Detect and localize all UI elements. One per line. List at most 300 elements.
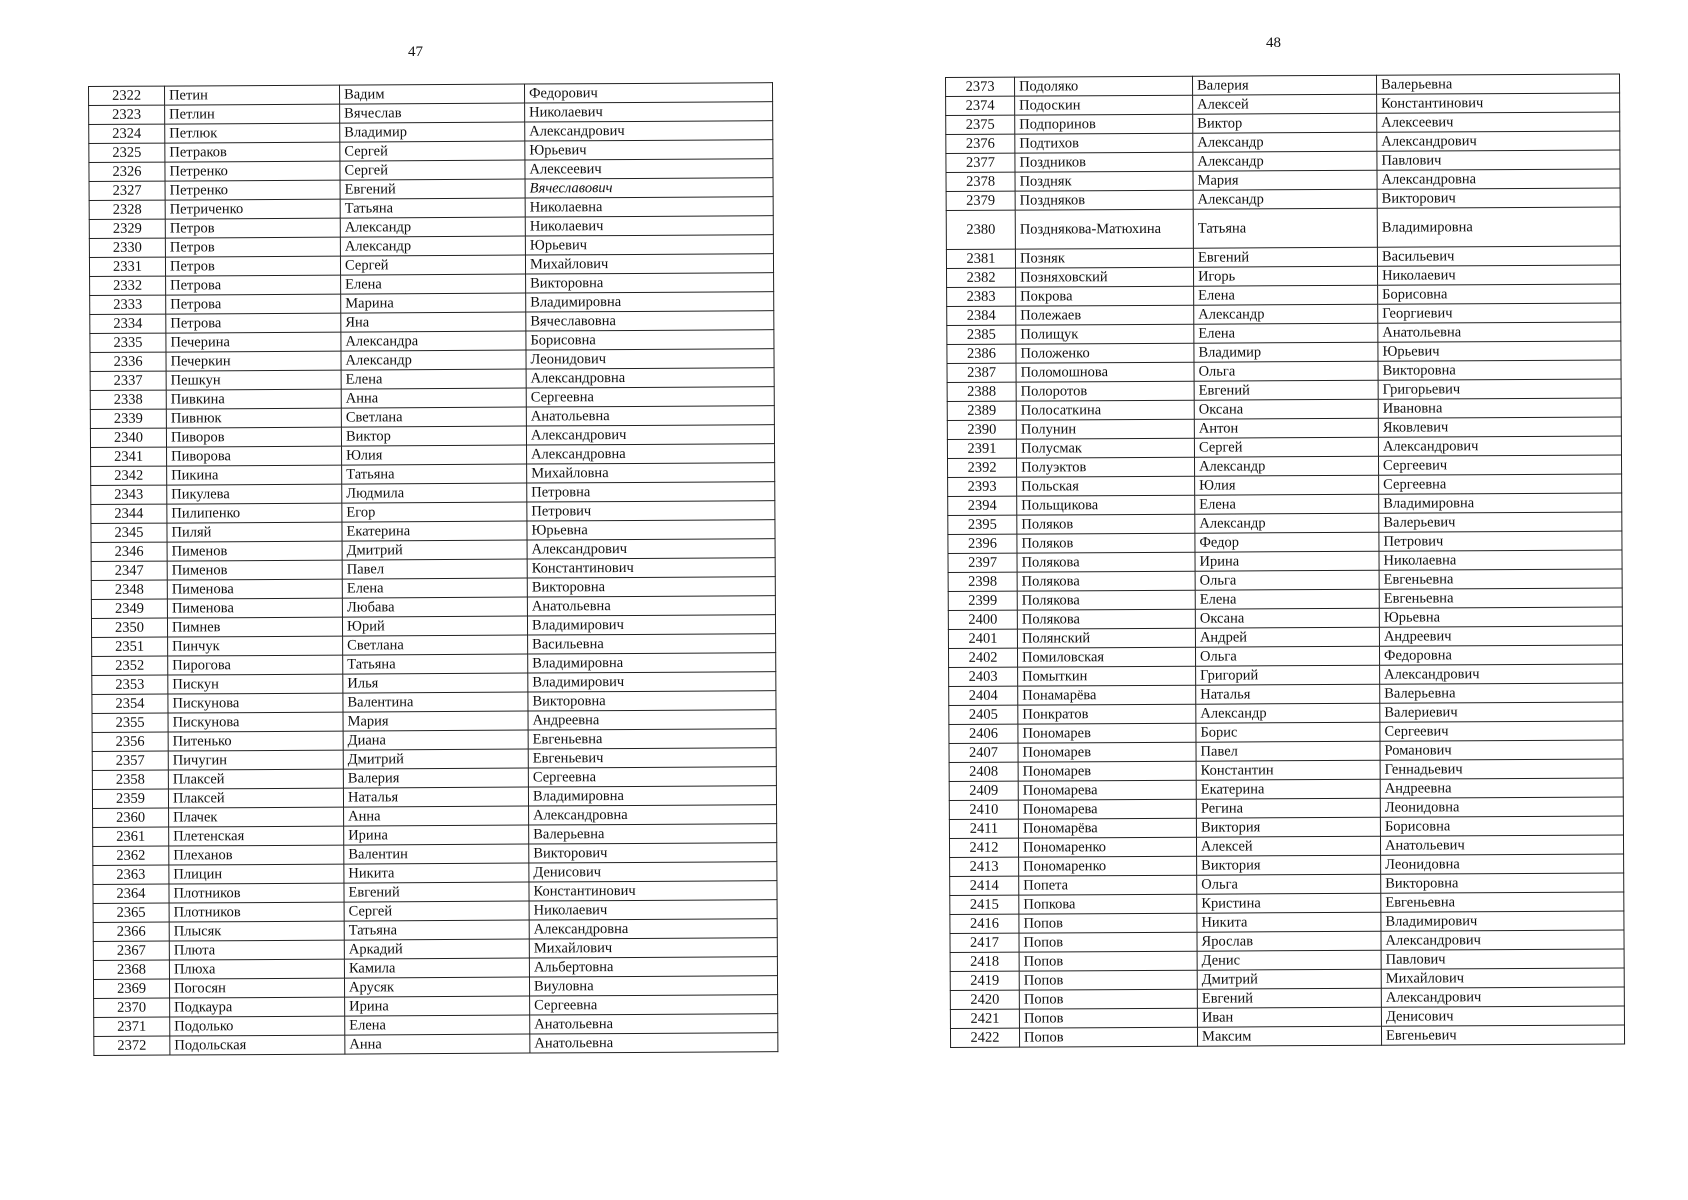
row-number: 2322 (89, 86, 165, 105)
row-number: 2333 (90, 295, 166, 314)
surname-cell: Позняк (1015, 248, 1193, 268)
row-number: 2347 (91, 561, 167, 580)
surname-cell: Петренко (165, 180, 340, 200)
row-number: 2385 (947, 325, 1016, 344)
given-name-cell: Светлана (341, 407, 526, 427)
row-number: 2348 (91, 580, 167, 599)
given-name-cell: Валентина (343, 692, 528, 712)
surname-cell: Пономарев (1018, 723, 1196, 743)
row-number: 2356 (92, 732, 168, 751)
patronymic-cell: Николаевич (529, 900, 777, 920)
surname-cell: Пикулева (167, 484, 342, 504)
patronymic-cell: Юрьевич (525, 235, 773, 255)
surname-cell: Подоляко (1015, 76, 1193, 96)
surname-cell: Полежаев (1016, 305, 1194, 325)
surname-cell: Пискунова (168, 693, 343, 713)
surname-cell: Полунин (1016, 419, 1194, 439)
row-number: 2341 (91, 447, 167, 466)
patronymic-cell: Васильевна (528, 634, 776, 654)
given-name-cell: Александр (1193, 189, 1377, 209)
surname-cell: Плеханов (169, 845, 344, 865)
given-name-cell: Кристина (1197, 893, 1381, 913)
patronymic-cell: Сергеевич (1378, 455, 1621, 475)
row-number: 2392 (947, 458, 1016, 477)
row-number: 2422 (950, 1028, 1019, 1047)
patronymic-cell: Васильевич (1377, 246, 1620, 266)
patronymic-cell: Альбертовна (529, 957, 777, 977)
given-name-cell: Александр (340, 217, 525, 237)
given-name-cell: Любава (342, 597, 527, 617)
surname-cell: Погосян (169, 978, 344, 998)
row-number: 2335 (90, 333, 166, 352)
patronymic-cell: Сергеевна (530, 995, 778, 1015)
surname-cell: Понамарёва (1018, 685, 1196, 705)
surname-cell: Пименов (167, 541, 342, 561)
row-number: 2390 (947, 420, 1016, 439)
given-name-cell: Марина (341, 293, 526, 313)
given-name-cell: Ярослав (1197, 931, 1381, 951)
row-number: 2398 (948, 572, 1017, 591)
row-number: 2397 (948, 553, 1017, 572)
surname-cell: Плетенская (169, 826, 344, 846)
surname-cell: Пономаренко (1019, 856, 1197, 876)
surname-cell: Попкова (1019, 894, 1197, 914)
row-number: 2408 (949, 762, 1018, 781)
patronymic-cell: Владимирович (527, 615, 775, 635)
patronymic-cell: Викторович (1377, 188, 1620, 208)
patronymic-cell: Викторовна (528, 691, 776, 711)
row-number: 2378 (946, 172, 1015, 191)
surname-cell: Петров (165, 237, 340, 257)
row-number: 2402 (948, 648, 1017, 667)
given-name-cell: Татьяна (340, 198, 525, 218)
row-number: 2374 (946, 96, 1015, 115)
patronymic-cell: Анатольевна (527, 596, 775, 616)
patronymic-cell: Анатольевна (530, 1033, 778, 1053)
patronymic-cell: Денисович (1381, 1006, 1624, 1026)
row-number: 2365 (93, 903, 169, 922)
given-name-cell: Мария (1193, 170, 1377, 190)
surname-cell: Пикина (167, 465, 342, 485)
patronymic-cell: Алексеевич (1377, 112, 1620, 132)
surname-cell: Петлин (165, 104, 340, 124)
patronymic-cell: Валерьевна (1380, 683, 1623, 703)
given-name-cell: Алексей (1193, 94, 1377, 114)
surname-cell: Пономарев (1018, 761, 1196, 781)
given-name-cell: Елена (1195, 589, 1379, 609)
surname-cell: Попов (1019, 970, 1197, 990)
row-number: 2410 (949, 800, 1018, 819)
given-name-cell: Камила (344, 958, 529, 978)
surname-cell: Плюха (169, 959, 344, 979)
patronymic-cell: Евгеньевич (1381, 1025, 1624, 1045)
given-name-cell: Виктор (341, 426, 526, 446)
patronymic-cell: Валерьевич (1379, 512, 1622, 532)
patronymic-cell: Александровна (526, 368, 774, 388)
given-name-cell: Антон (1194, 418, 1378, 438)
patronymic-cell: Леонидовна (1381, 854, 1624, 874)
given-name-cell: Елена (345, 1015, 530, 1035)
patronymic-cell: Юрьевич (525, 140, 773, 160)
given-name-cell: Павел (1196, 741, 1380, 761)
surname-cell: Поляков (1017, 514, 1195, 534)
surname-cell: Пискун (168, 674, 343, 694)
patronymic-cell: Константинович (1377, 93, 1620, 113)
surname-cell: Петренко (165, 161, 340, 181)
given-name-cell: Яна (341, 312, 526, 332)
given-name-cell: Владимир (1194, 342, 1378, 362)
patronymic-cell: Евгеньевна (528, 729, 776, 749)
table-row (950, 1025, 1624, 1048)
row-number: 2357 (92, 751, 168, 770)
surname-cell: Подкаура (170, 997, 345, 1017)
patronymic-cell: Валерьевна (529, 824, 777, 844)
given-name-cell: Александр (1196, 703, 1380, 723)
surname-cell: Плачек (169, 807, 344, 827)
patronymic-cell: Владимировна (1377, 207, 1620, 247)
surname-cell: Полищук (1016, 324, 1194, 344)
given-name-cell: Ирина (344, 825, 529, 845)
row-number: 2419 (950, 971, 1019, 990)
row-number: 2367 (93, 941, 169, 960)
surname-cell: Поздняков (1015, 190, 1193, 210)
surname-cell: Петрова (166, 313, 341, 333)
surname-cell: Пименова (167, 598, 342, 618)
given-name-cell: Ольга (1195, 646, 1379, 666)
patronymic-cell: Владимировна (528, 786, 776, 806)
surname-cell: Плысяк (169, 921, 344, 941)
surname-cell: Полянский (1017, 628, 1195, 648)
patronymic-cell: Петрович (527, 501, 775, 521)
row-number: 2414 (950, 876, 1019, 895)
patronymic-cell: Борисовна (526, 330, 774, 350)
given-name-cell: Валерия (343, 768, 528, 788)
row-number: 2337 (90, 371, 166, 390)
row-number: 2331 (89, 257, 165, 276)
row-number: 2388 (947, 382, 1016, 401)
row-number: 2400 (948, 610, 1017, 629)
given-name-cell: Виктория (1196, 817, 1380, 837)
row-number: 2409 (949, 781, 1018, 800)
patronymic-cell: Александрович (1381, 930, 1624, 950)
row-number: 2366 (93, 922, 169, 941)
row-number: 2372 (94, 1036, 170, 1055)
surname-cell: Пономарев (1018, 742, 1196, 762)
row-number: 2396 (948, 534, 1017, 553)
row-number: 2418 (950, 952, 1019, 971)
given-name-cell: Наталья (343, 787, 528, 807)
patronymic-cell: Андреевна (528, 710, 776, 730)
roster-table-right (945, 73, 1625, 1048)
surname-cell: Полоротов (1016, 381, 1194, 401)
row-number: 2360 (93, 808, 169, 827)
given-name-cell: Елена (341, 274, 526, 294)
row-number: 2325 (89, 143, 165, 162)
patronymic-cell: Андреевна (1380, 778, 1623, 798)
given-name-cell: Игорь (1193, 266, 1377, 286)
surname-cell: Подоскин (1015, 95, 1193, 115)
given-name-cell: Виктория (1197, 855, 1381, 875)
row-number: 2395 (948, 515, 1017, 534)
surname-cell: Пиворова (167, 446, 342, 466)
surname-cell: Попов (1019, 951, 1197, 971)
given-name-cell: Илья (343, 673, 528, 693)
given-name-cell: Евгений (1197, 988, 1381, 1008)
given-name-cell: Егор (342, 502, 527, 522)
given-name-cell: Вячеслав (340, 103, 525, 123)
patronymic-cell: Павлович (1377, 150, 1620, 170)
row-number: 2342 (91, 466, 167, 485)
given-name-cell: Дмитрий (343, 749, 528, 769)
surname-cell: Полуэктов (1016, 457, 1194, 477)
surname-cell: Положенко (1016, 343, 1194, 363)
surname-cell: Пивкина (166, 389, 341, 409)
given-name-cell: Анна (344, 806, 529, 826)
patronymic-cell: Георгиевич (1378, 303, 1621, 323)
given-name-cell: Юрий (342, 616, 527, 636)
row-number: 2376 (946, 134, 1015, 153)
row-number: 2412 (949, 838, 1018, 857)
row-number: 2370 (94, 998, 170, 1017)
patronymic-cell: Ивановна (1378, 398, 1621, 418)
row-number: 2394 (948, 496, 1017, 515)
surname-cell: Подольская (170, 1035, 345, 1055)
surname-cell: Помиловская (1017, 647, 1195, 667)
surname-cell: Питенько (168, 731, 343, 751)
patronymic-cell: Федоровна (1379, 645, 1622, 665)
row-number: 2358 (92, 770, 168, 789)
given-name-cell: Татьяна (342, 464, 527, 484)
given-name-cell: Ольга (1195, 570, 1379, 590)
row-number: 2393 (948, 477, 1017, 496)
given-name-cell: Елена (1195, 494, 1379, 514)
row-number: 2391 (947, 439, 1016, 458)
given-name-cell: Валерия (1192, 75, 1376, 95)
row-number: 2353 (92, 675, 168, 694)
table-row (94, 1033, 778, 1056)
given-name-cell: Татьяна (344, 920, 529, 940)
row-number: 2411 (949, 819, 1018, 838)
given-name-cell: Юлия (342, 445, 527, 465)
given-name-cell: Оксана (1195, 608, 1379, 628)
row-number: 2405 (949, 705, 1018, 724)
given-name-cell: Евгений (344, 882, 529, 902)
surname-cell: Полякова (1017, 609, 1195, 629)
surname-cell: Петин (165, 85, 340, 105)
surname-cell: Пимнев (167, 617, 342, 637)
given-name-cell: Наталья (1196, 684, 1380, 704)
patronymic-cell: Алексеевич (525, 159, 773, 179)
patronymic-cell: Александрович (1378, 436, 1621, 456)
given-name-cell: Регина (1196, 798, 1380, 818)
patronymic-cell: Николаевна (525, 197, 773, 217)
surname-cell: Плотников (169, 883, 344, 903)
patronymic-cell: Александрович (525, 121, 773, 141)
surname-cell: Попов (1019, 1008, 1197, 1028)
patronymic-cell: Владимирович (528, 672, 776, 692)
surname-cell: Попов (1019, 1027, 1197, 1047)
given-name-cell: Светлана (343, 635, 528, 655)
surname-cell: Пиворов (166, 427, 341, 447)
patronymic-cell: Николаевна (1379, 550, 1622, 570)
patronymic-cell: Александровна (527, 444, 775, 464)
row-number: 2401 (948, 629, 1017, 648)
surname-cell: Попов (1019, 913, 1197, 933)
given-name-cell: Елена (342, 578, 527, 598)
surname-cell: Плаксей (168, 788, 343, 808)
given-name-cell: Григорий (1196, 665, 1380, 685)
row-number: 2386 (947, 344, 1016, 363)
roster-table-left (88, 82, 778, 1056)
given-name-cell: Вадим (339, 84, 524, 104)
row-number: 2407 (949, 743, 1018, 762)
given-name-cell: Александр (1194, 456, 1378, 476)
row-number: 2349 (91, 599, 167, 618)
given-name-cell: Ирина (345, 996, 530, 1016)
given-name-cell: Оксана (1194, 399, 1378, 419)
row-number: 2421 (950, 1009, 1019, 1028)
row-number: 2334 (90, 314, 166, 333)
patronymic-cell: Евгеньевна (1381, 892, 1624, 912)
given-name-cell: Александр (1193, 151, 1377, 171)
patronymic-cell: Валерьевна (1376, 74, 1619, 94)
surname-cell: Попов (1019, 989, 1197, 1009)
surname-cell: Петриченко (165, 199, 340, 219)
row-number: 2339 (90, 409, 166, 428)
row-number: 2345 (91, 523, 167, 542)
surname-cell: Полусмак (1016, 438, 1194, 458)
patronymic-cell: Борисовна (1378, 284, 1621, 304)
row-number: 2336 (90, 352, 166, 371)
patronymic-cell: Федорович (524, 83, 772, 103)
patronymic-cell: Александрович (1377, 131, 1620, 151)
row-number: 2330 (89, 238, 165, 257)
table-row (946, 207, 1620, 250)
surname-cell: Поздников (1015, 152, 1193, 172)
given-name-cell: Екатерина (1196, 779, 1380, 799)
given-name-cell: Иван (1197, 1007, 1381, 1027)
row-number: 2363 (93, 865, 169, 884)
given-name-cell: Алексей (1196, 836, 1380, 856)
surname-cell: Позняховский (1016, 267, 1194, 287)
row-number: 2346 (91, 542, 167, 561)
row-number: 2326 (89, 162, 165, 181)
given-name-cell: Мария (343, 711, 528, 731)
row-number: 2327 (89, 181, 165, 200)
row-number: 2362 (93, 846, 169, 865)
given-name-cell: Аркадий (344, 939, 529, 959)
given-name-cell: Александр (340, 236, 525, 256)
surname-cell: Пивнюк (166, 408, 341, 428)
given-name-cell: Владимир (340, 122, 525, 142)
given-name-cell: Александр (1195, 513, 1379, 533)
row-number: 2369 (93, 979, 169, 998)
row-number: 2368 (93, 960, 169, 979)
row-number: 2416 (950, 914, 1019, 933)
row-number: 2355 (92, 713, 168, 732)
surname-cell: Пименова (167, 579, 342, 599)
patronymic-cell: Викторовна (527, 577, 775, 597)
row-number: 2364 (93, 884, 169, 903)
row-number: 2384 (947, 306, 1016, 325)
patronymic-cell: Евгеньевна (1379, 588, 1622, 608)
surname-cell: Пономаренко (1018, 837, 1196, 857)
patronymic-cell: Денисович (529, 862, 777, 882)
row-number: 2387 (947, 363, 1016, 382)
surname-cell: Печерина (166, 332, 341, 352)
surname-cell: Петров (165, 218, 340, 238)
patronymic-cell: Михайлович (529, 938, 777, 958)
patronymic-cell: Константинович (529, 881, 777, 901)
given-name-cell: Евгений (1193, 247, 1377, 267)
row-number: 2323 (89, 105, 165, 124)
row-number: 2375 (946, 115, 1015, 134)
given-name-cell: Сергей (344, 901, 529, 921)
row-number: 2403 (949, 667, 1018, 686)
patronymic-cell: Евгеньевич (528, 748, 776, 768)
given-name-cell: Александра (341, 331, 526, 351)
given-name-cell: Елена (341, 369, 526, 389)
given-name-cell: Никита (1197, 912, 1381, 932)
row-number: 2417 (950, 933, 1019, 952)
given-name-cell: Сергей (340, 141, 525, 161)
surname-cell: Петлюк (165, 123, 340, 143)
row-number: 2406 (949, 724, 1018, 743)
surname-cell: Пономарева (1018, 780, 1196, 800)
patronymic-cell: Александрович (1381, 987, 1624, 1007)
given-name-cell: Татьяна (343, 654, 528, 674)
given-name-cell: Татьяна (1193, 208, 1377, 248)
patronymic-cell: Евгеньевна (1379, 569, 1622, 589)
patronymic-cell: Андреевич (1379, 626, 1622, 646)
patronymic-cell: Викторович (529, 843, 777, 863)
surname-cell: Подпоринов (1015, 114, 1193, 134)
given-name-cell: Диана (343, 730, 528, 750)
patronymic-cell: Юрьевна (1379, 607, 1622, 627)
row-number: 2381 (946, 249, 1015, 268)
surname-cell: Пичугин (168, 750, 343, 770)
patronymic-cell: Анатольевич (1380, 835, 1623, 855)
row-number: 2354 (92, 694, 168, 713)
patronymic-cell: Леонидовна (1380, 797, 1623, 817)
given-name-cell: Виктор (1193, 113, 1377, 133)
given-name-cell: Борис (1196, 722, 1380, 742)
patronymic-cell: Константинович (527, 558, 775, 578)
patronymic-cell: Викторовна (526, 273, 774, 293)
given-name-cell: Александр (1193, 132, 1377, 152)
patronymic-cell: Николаевич (525, 102, 773, 122)
given-name-cell: Сергей (340, 160, 525, 180)
surname-cell: Плотников (169, 902, 344, 922)
surname-cell: Пономарева (1018, 799, 1196, 819)
surname-cell: Петров (165, 256, 340, 276)
given-name-cell: Александр (1194, 304, 1378, 324)
row-number: 2350 (91, 618, 167, 637)
patronymic-cell: Александровна (529, 805, 777, 825)
surname-cell: Подолько (170, 1016, 345, 1036)
patronymic-cell: Виуловна (529, 976, 777, 996)
row-number: 2383 (947, 287, 1016, 306)
patronymic-cell: Григорьевич (1378, 379, 1621, 399)
patronymic-cell: Викторовна (1378, 360, 1621, 380)
patronymic-cell: Романович (1380, 740, 1623, 760)
patronymic-cell: Александровна (529, 919, 777, 939)
given-name-cell: Анна (345, 1034, 530, 1054)
patronymic-cell: Петровна (527, 482, 775, 502)
surname-cell: Полякова (1017, 590, 1195, 610)
patronymic-cell: Петрович (1379, 531, 1622, 551)
patronymic-cell: Юрьевич (1378, 341, 1621, 361)
